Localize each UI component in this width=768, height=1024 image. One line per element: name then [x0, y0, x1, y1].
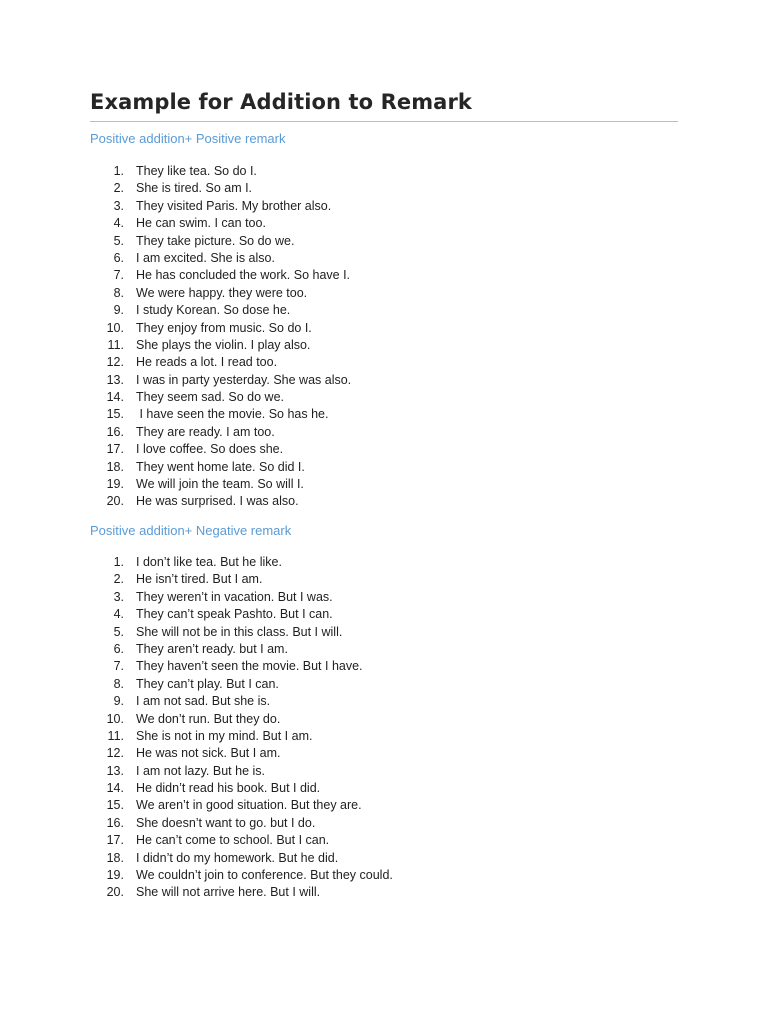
list-item-text: We aren’t in good situation. But they are. — [136, 798, 362, 813]
list-item-text: We don’t run. But they do. — [136, 711, 281, 726]
list-item-number: 9. — [113, 694, 124, 709]
list-item-number: 2. — [113, 181, 124, 196]
list-item-text: He isn’t tired. But I am. — [136, 572, 263, 587]
list-item-text: They went home late. So did I. — [136, 459, 305, 474]
list-item-number: 5. — [113, 233, 124, 248]
list-item-text: I didn’t do my homework. But he did. — [136, 850, 339, 865]
list-item-text: They aren’t ready. but I am. — [136, 641, 288, 656]
list-item-text: I don’t like tea. But he like. — [136, 555, 282, 569]
list-item-number: 7. — [113, 268, 124, 283]
list-item-number: 6. — [113, 641, 124, 656]
list-item-text: I am excited. She is also. — [136, 250, 275, 265]
list-item-text: She is not in my mind. But I am. — [136, 728, 313, 743]
list-item-number: 8. — [113, 285, 124, 300]
list-item-number: 1. — [113, 164, 124, 178]
list-item-number: 19. — [106, 477, 124, 492]
list-item-text: He was surprised. I was also. — [136, 494, 299, 509]
list-item-number: 3. — [113, 589, 124, 604]
list-item-number: 18. — [106, 850, 124, 865]
list-item-text: They can’t speak Pashto. But I can. — [136, 607, 333, 622]
list-item-number: 16. — [106, 424, 124, 439]
list-item-number: 9. — [113, 303, 124, 318]
list-item-number: 4. — [113, 607, 124, 622]
list-item-text: He was not sick. But I am. — [136, 746, 281, 761]
list-item-number: 13. — [106, 372, 124, 387]
list-item-text: I love coffee. So does she. — [136, 442, 284, 457]
list-item-text: They enjoy from music. So do I. — [136, 320, 312, 335]
list-item-text: He can swim. I can too. — [136, 216, 266, 231]
list-item-number: 10. — [106, 711, 124, 726]
list-item-number: 20. — [106, 494, 124, 509]
list-item-text: They visited Paris. My brother also. — [136, 198, 332, 213]
list-item-number: 2. — [113, 572, 124, 587]
list-item-number: 15. — [106, 798, 124, 813]
list-item-number: 4. — [113, 216, 124, 231]
list-item-text: They like tea. So do I. — [136, 164, 257, 178]
list-item-text: He can’t come to school. But I can. — [136, 833, 330, 848]
list-item-text: I am not sad. But she is. — [136, 694, 271, 709]
list-item-number: 14. — [106, 390, 124, 405]
list-item-text: They weren’t in vacation. But I was. — [136, 589, 333, 604]
list-item-number: 1. — [113, 555, 124, 569]
list-item-number: 19. — [106, 868, 124, 883]
list-item-text: He reads a lot. I read too. — [136, 355, 278, 370]
list-item-number: 3. — [113, 198, 124, 213]
list-item-text: I have seen the movie. So has he. — [136, 407, 329, 422]
list-item-number: 12. — [106, 355, 124, 370]
list-item-text: She doesn’t want to go. but I do. — [136, 815, 316, 830]
list-item-number: 17. — [106, 833, 124, 848]
list-item-number: 20. — [106, 885, 124, 900]
list-item-text: We couldn’t join to conference. But they could. — [136, 868, 393, 883]
list-item-text: He has concluded the work. So have I. — [136, 268, 351, 283]
list-item-text: He didn’t read his book. But I did. — [136, 781, 321, 796]
title-divider — [90, 121, 678, 122]
list-item-text: I study Korean. So dose he. — [136, 303, 291, 318]
list-item-text: I was in party yesterday. She was also. — [136, 372, 352, 387]
list-item-number: 11. — [107, 337, 124, 352]
list-item-text: She plays the violin. I play also. — [136, 337, 311, 352]
list-item-text: They take picture. So do we. — [136, 233, 295, 248]
list-item-text: We were happy. they were too. — [136, 285, 308, 300]
list-item-number: 7. — [113, 659, 124, 674]
list-item-number: 6. — [113, 250, 124, 265]
list-item-text: They can’t play. But I can. — [136, 676, 279, 691]
list-item-text: We will join the team. So will I. — [136, 477, 304, 492]
list-item-number: 13. — [106, 763, 124, 778]
list-item-number: 10. — [106, 320, 124, 335]
list-item-text: She will not arrive here. But I will. — [136, 885, 321, 900]
list-item-text: She is tired. So am I. — [136, 181, 253, 196]
list-item-text: They seem sad. So do we. — [136, 390, 284, 405]
list-item-text: They haven’t seen the movie. But I have. — [136, 659, 363, 674]
document-title: Example for Addition to Remark — [90, 90, 472, 114]
list-item-number: 12. — [106, 746, 124, 761]
list-item-text: She will not be in this class. But I will. — [136, 624, 343, 639]
section-heading-positive-remark: Positive addition+ Positive remark — [90, 131, 286, 146]
list-item-text: They are ready. I am too. — [136, 424, 275, 439]
list-item-number: 16. — [106, 815, 124, 830]
list-item-number: 14. — [106, 781, 124, 796]
list-item-number: 5. — [113, 624, 124, 639]
list-item-number: 15. — [106, 407, 124, 422]
list-item-number: 8. — [113, 676, 124, 691]
list-item-text: I am not lazy. But he is. — [136, 763, 265, 778]
list-item-number: 17. — [106, 442, 124, 457]
list-item-number: 18. — [106, 459, 124, 474]
section-heading-negative-remark: Positive addition+ Negative remark — [90, 523, 292, 538]
list-item-number: 11. — [107, 728, 124, 743]
